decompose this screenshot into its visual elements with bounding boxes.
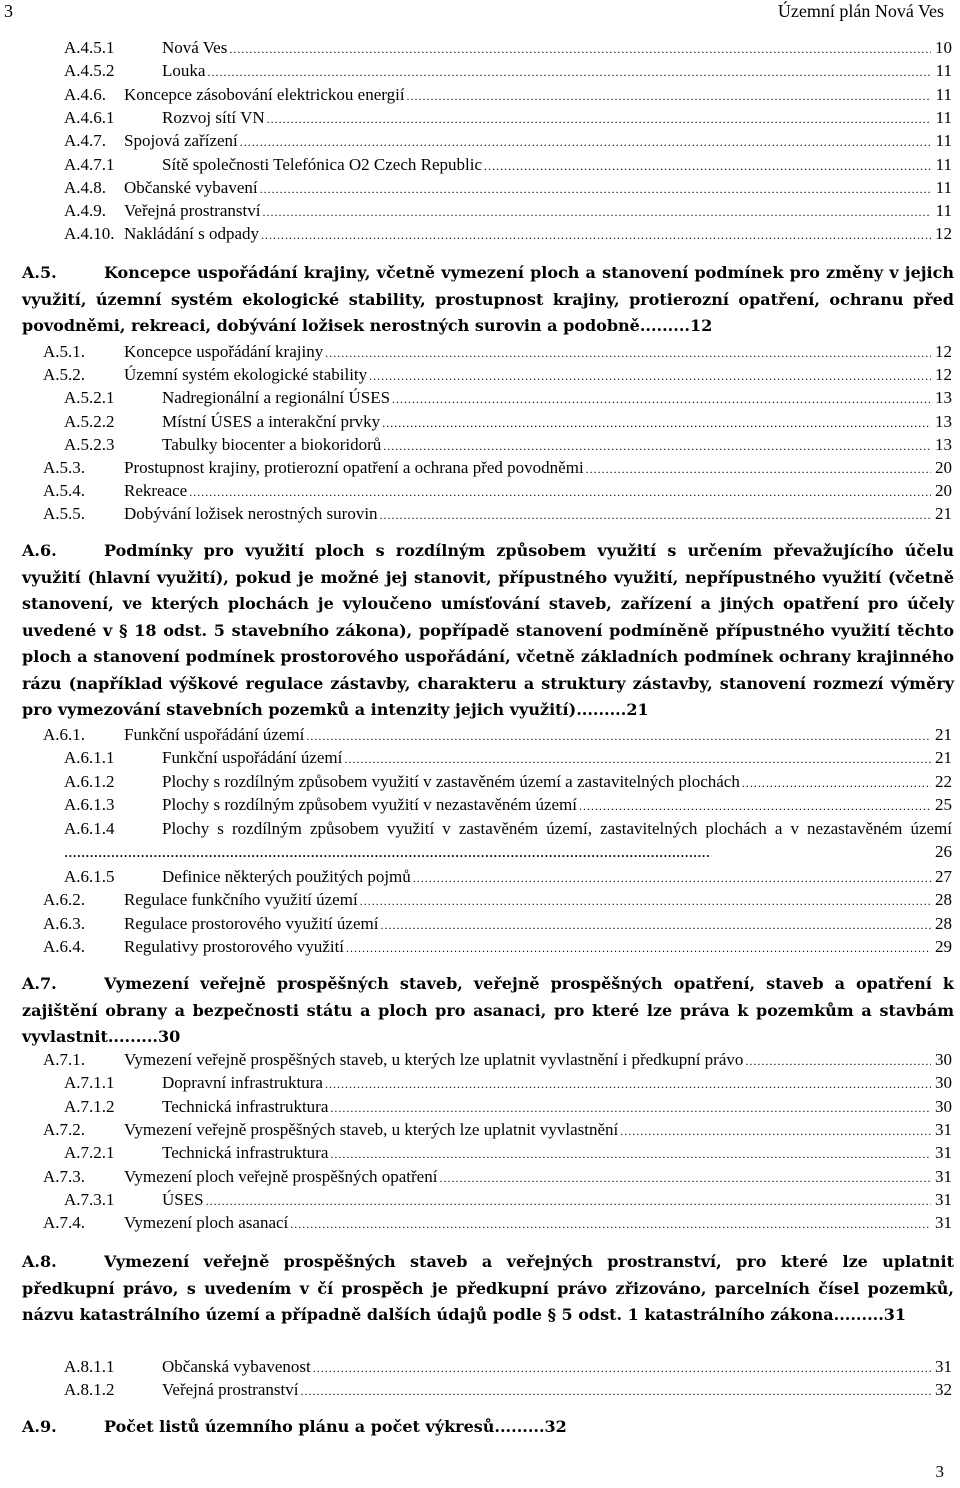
toc-leader-dots — [742, 772, 931, 795]
toc-entry[interactable] — [0, 865, 960, 888]
toc-entry[interactable] — [0, 770, 960, 793]
toc-chapter-number: A.6. — [22, 541, 57, 560]
toc-entry-title: Definice některých použitých pojmů — [162, 867, 411, 886]
toc-leader-dots — [330, 1097, 931, 1120]
toc-entry[interactable] — [0, 222, 960, 245]
toc-entry[interactable] — [0, 912, 960, 935]
toc-entry[interactable] — [0, 888, 960, 911]
toc-entry-title: Veřejná prostranství — [124, 201, 261, 221]
toc-entry-number: A.4.5.2 — [64, 61, 115, 81]
toc-entry-number: A.5.5. — [43, 504, 86, 524]
toc-leader-dots — [240, 131, 931, 154]
toc-entry-title: Dobývání ložisek nerostných surovin — [124, 504, 378, 524]
toc-entry-title: Regulace funkčního využití území — [124, 890, 358, 910]
toc-entry-page: 30 — [935, 1073, 952, 1093]
toc-entry-title: Vymezení ploch veřejně prospěšných opatření — [124, 1166, 438, 1186]
toc-leader-dots — [382, 412, 931, 435]
toc-entry-number: A.6.1.4 — [64, 819, 115, 838]
toc-entry-number: A.7.1.1 — [64, 1073, 115, 1093]
toc-entry-page: 30 — [935, 1050, 952, 1069]
toc-entry-title: Vymezení veřejně prospěšných staveb, u kterých lze uplatnit vyvlastnění — [124, 1119, 619, 1139]
toc-entry-page: 31 — [935, 1189, 952, 1209]
toc-entry[interactable] — [0, 106, 960, 129]
toc-entry-page: 21 — [935, 504, 952, 524]
document-title: Územní plán Nová Ves — [777, 1, 944, 21]
toc-entry-number: A.6.4. — [43, 936, 86, 956]
toc-entry[interactable] — [0, 386, 960, 409]
toc-entry-title: Regulace prostorového využití území — [124, 913, 379, 933]
toc-leader-dots — [306, 725, 931, 748]
toc-entry-number: A.6.1.5 — [64, 867, 115, 886]
toc-entry-title: Občanská vybavenost — [162, 1357, 311, 1376]
toc-leader-dots: ......... — [576, 700, 627, 719]
toc-entry-page: 11 — [935, 61, 952, 81]
toc-entry-number: A.6.1.3 — [64, 794, 115, 814]
toc-entry[interactable] — [0, 36, 960, 59]
toc-entry[interactable] — [0, 1118, 960, 1141]
toc-entry-page: 31 — [935, 1119, 952, 1139]
toc-leader-dots — [346, 937, 931, 960]
toc-entry-page: 31 — [935, 1357, 952, 1376]
toc-entry-page: 11 — [935, 84, 952, 104]
toc-entry[interactable] — [0, 1211, 960, 1234]
toc-chapter-number: A.8. — [22, 1252, 57, 1271]
toc-entry-page: 31 — [935, 1166, 952, 1186]
toc-entry[interactable] — [64, 817, 952, 863]
toc-entry-title: Vymezení ploch asanací — [124, 1213, 289, 1233]
toc-entry-number: A.5.2.3 — [64, 434, 115, 454]
toc-chapter-number: A.7. — [22, 974, 57, 993]
toc-entry-title: Vymezení veřejně prospěšných staveb, u kterých lze uplatnit vyvlastnění i předkupní právo — [124, 1050, 744, 1069]
toc-entry-title: Spojová zařízení — [124, 131, 238, 151]
toc-entry[interactable] — [0, 1188, 960, 1211]
toc-entry-title: ÚSES — [162, 1189, 204, 1209]
toc-leader-dots — [413, 867, 931, 890]
toc-entry-number: A.7.3. — [43, 1166, 86, 1186]
toc-leader-dots — [261, 224, 931, 247]
toc-entry-number: A.8.1.2 — [64, 1380, 115, 1400]
page-number-header: 3 — [4, 1, 13, 21]
toc-entry-page: 10 — [935, 38, 952, 57]
toc-entry[interactable] — [0, 340, 960, 363]
toc-leader-dots — [290, 1213, 931, 1236]
toc-entry-title: Koncepce uspořádání krajiny — [124, 342, 324, 361]
toc-leader-dots — [586, 458, 931, 481]
toc-entry-title: Rekreace — [124, 481, 188, 501]
toc-leader-dots — [383, 435, 931, 458]
toc-entry[interactable] — [0, 1378, 960, 1401]
toc-entry-number: A.6.1.2 — [64, 771, 115, 791]
toc-chapter-title: Vymezení veřejně prospěšných staveb a veřejných prostranství, pro které lze uplatnit předkupní právo, s uvedením v čí prospěch je předkupní právo zřizováno, parcelních čísel pozemků, názvu katastrálního území a případně dalších údajů podle § 5 odst. 1 katastrálního zákona — [22, 1252, 954, 1324]
toc-entry-title: Nakládání s odpady — [124, 224, 260, 244]
toc-entry-page: 11 — [935, 177, 952, 197]
toc-leader-dots — [392, 388, 931, 411]
toc-leader-dots — [380, 504, 931, 527]
toc-entry-page: 13 — [935, 411, 952, 431]
toc-entry[interactable] — [0, 935, 960, 958]
toc-entry[interactable] — [0, 1071, 960, 1094]
toc-chapter[interactable] — [22, 1249, 954, 1329]
toc-entry-title: Technická infrastruktura — [162, 1096, 329, 1116]
toc-entry-page: 20 — [935, 481, 952, 501]
toc-entry[interactable] — [0, 1165, 960, 1188]
toc-entry-title: Funkční uspořádání území — [162, 748, 343, 768]
toc-chapter[interactable] — [22, 538, 954, 724]
toc-entry-number: A.7.3.1 — [64, 1189, 115, 1209]
toc-entry-number: A.5.2.1 — [64, 388, 115, 408]
toc-entry-title: Plochy s rozdílným způsobem využití v zastavěném území a zastavitelných plochách — [162, 771, 740, 791]
toc-entry[interactable] — [0, 479, 960, 502]
toc-entry-page: 28 — [935, 913, 952, 933]
toc-leader-dots — [313, 1357, 931, 1380]
toc-leader-dots — [407, 85, 931, 108]
toc-leader-dots — [206, 1190, 931, 1213]
toc-entry[interactable] — [0, 363, 960, 386]
toc-entry-page: 22 — [935, 771, 952, 791]
toc-entry-title: Plochy s rozdílným způsobem využití v nezastavěném území — [162, 794, 577, 814]
toc-leader-dots: ......... — [639, 316, 690, 335]
toc-leader-dots — [207, 61, 931, 84]
toc-chapter-number: A.9. — [22, 1417, 57, 1436]
toc-entry-page: 13 — [935, 388, 952, 408]
toc-leader-dots — [229, 38, 931, 61]
toc-entry[interactable] — [0, 456, 960, 479]
toc-chapter-title: Koncepce uspořádání krajiny, včetně vymezení ploch a stanovení podmínek pro změny v jejich využití, územní systém ekologické stability, prostupnost krajiny, protierozní opatření, ochranu před povodněmi, rekreaci, dobývání ložisek nerostných surovin a podobně — [22, 263, 954, 335]
toc-entry[interactable] — [0, 793, 960, 816]
toc-entry-title: Prostupnost krajiny, protierozní opatření a ochrana před povodněmi — [124, 458, 584, 477]
toc-chapter[interactable] — [22, 260, 954, 340]
toc-entry-title: Louka — [162, 61, 206, 81]
toc-leader-dots — [300, 1380, 931, 1403]
toc-entry-title: Koncepce zásobování elektrickou energií — [124, 84, 405, 104]
toc-leader-dots — [579, 795, 931, 818]
toc-entry[interactable] — [0, 83, 960, 106]
toc-entry[interactable] — [0, 1141, 960, 1164]
toc-leader-dots — [267, 108, 931, 131]
toc-entry-number: A.5.2. — [43, 365, 86, 385]
toc-chapter-page: 30 — [157, 1027, 181, 1046]
toc-leader-dots: ........................................................................................................................................................ — [64, 842, 710, 861]
toc-entry-page: 12 — [935, 342, 952, 361]
toc-entry-page: 29 — [935, 936, 952, 956]
toc-entry[interactable] — [0, 433, 960, 456]
toc-entry-title: Sítě společnosti Telefónica O2 Czech Republic — [162, 154, 482, 174]
toc-entry-page: 13 — [935, 434, 952, 454]
toc-entry[interactable] — [0, 129, 960, 152]
toc-chapter-title: Vymezení veřejně prospěšných staveb, veřejně prospěšných opatření, staveb a opatření k zajištění obrany a bezpečnosti státu a ploch pro asanaci, pro které lze práva k pozemkům a stavbám vyvlastnit — [22, 974, 954, 1046]
toc-entry-number: A.4.5.1 — [64, 38, 115, 57]
toc-leader-dots — [439, 1167, 931, 1190]
toc-entry-number: A.5.2.2 — [64, 411, 115, 431]
toc-entry-title: Veřejná prostranství — [162, 1380, 299, 1400]
toc-entry-number: A.4.8. — [64, 177, 107, 197]
toc-chapter-title: Podmínky pro využití ploch s rozdílným způsobem využití s určením převažujícího účelu využití (hlavní využití), pokud je možné jej stanovit, přípustného využití, nepřípustného využití (včetně stanovení, ve kterých plochách je vyloučeno umísťování staveb, zařízení a jiných opatření pro účely uvedené v § 18 odst. 5 stavebního zákona), popřípadě stanovení podmíněně přípustného využití těchto ploch a stanovení podmínek prostorového uspořádání, včetně základních podmínek ochrany krajinného rázu (například výškové regulace zástavby, charakteru a struktury zástavby, stanovení rozmezí výměry pro vymezování stavebních pozemků a intenzity jejich využití) — [22, 541, 954, 719]
toc-chapter-number: A.5. — [22, 263, 57, 282]
toc-entry[interactable] — [0, 1355, 960, 1378]
toc-entry-number: A.5.4. — [43, 481, 86, 501]
toc-entry[interactable] — [0, 746, 960, 769]
toc-leader-dots — [484, 155, 931, 178]
toc-entry-number: A.5.1. — [43, 342, 86, 361]
toc-entry-number: A.6.2. — [43, 890, 86, 910]
toc-entry-page: 11 — [935, 201, 952, 221]
toc-entry-number: A.4.10. — [64, 224, 115, 244]
toc-entry[interactable] — [0, 176, 960, 199]
toc-entry-title: Regulativy prostorového využití — [124, 936, 345, 956]
toc-entry[interactable] — [0, 1048, 960, 1071]
toc-chapter[interactable] — [22, 1414, 954, 1441]
toc-entry-number: A.7.4. — [43, 1213, 86, 1233]
toc-entry-title: Nová Ves — [162, 38, 228, 57]
toc-leader-dots — [344, 748, 931, 771]
toc-entry[interactable] — [0, 502, 960, 525]
toc-entry-page: 11 — [935, 131, 952, 151]
toc-entry-page: 30 — [935, 1096, 952, 1116]
toc-entry-title: Technická infrastruktura — [162, 1143, 329, 1163]
toc-entry-page: 21 — [935, 725, 952, 744]
toc-entry-page: 27 — [935, 867, 952, 886]
toc-entry-page: 25 — [935, 794, 952, 814]
toc-entry-number: A.4.6. — [64, 84, 107, 104]
toc-chapter-title: Počet listů územního plánu a počet výkresů — [104, 1417, 495, 1436]
toc-entry-page: 20 — [935, 458, 952, 477]
toc-entry-page: 21 — [935, 748, 952, 768]
toc-entry-title: Rozvoj sítí VN — [162, 107, 265, 127]
toc-entry-page: 12 — [935, 365, 952, 385]
toc-entry-title: Plochy s rozdílným způsobem využití v zastavěném území, zastavitelných plochách a v nezastavěném území — [162, 819, 952, 838]
toc-entry-page: 11 — [935, 154, 952, 174]
toc-entry-number: A.5.3. — [43, 458, 86, 477]
toc-entry[interactable] — [0, 1095, 960, 1118]
toc-entry-number: A.7.2. — [43, 1119, 86, 1139]
toc-entry-title: Nadregionální a regionální ÚSES — [162, 388, 391, 408]
toc-entry-number: A.6.3. — [43, 913, 86, 933]
toc-leader-dots — [325, 342, 931, 365]
toc-entry-page: 12 — [935, 224, 952, 244]
page-number-footer: 3 — [935, 1462, 944, 1481]
toc-leader-dots — [262, 201, 931, 224]
toc-entry-number: A.4.6.1 — [64, 107, 115, 127]
toc-entry-number: A.7.1. — [43, 1050, 86, 1069]
toc-leader-dots — [620, 1120, 931, 1143]
toc-entry-title: Tabulky biocenter a biokoridorů — [162, 434, 382, 454]
toc-leader-dots — [360, 890, 931, 913]
toc-entry-number: A.7.1.2 — [64, 1096, 115, 1116]
toc-leader-dots — [380, 914, 931, 937]
toc-entry-title: Dopravní infrastruktura — [162, 1073, 323, 1093]
toc-chapter-page: 31 — [883, 1305, 907, 1324]
toc-entry-number: A.4.7. — [64, 131, 107, 151]
toc-leader-dots: ......... — [833, 1305, 884, 1324]
toc-entry-title: Územní systém ekologické stability — [124, 365, 368, 385]
toc-chapter-page: 32 — [544, 1417, 567, 1436]
toc-entry-number: A.7.2.1 — [64, 1143, 115, 1163]
toc-entry-title: Občanské vybavení — [124, 177, 258, 197]
toc-chapter-page: 12 — [689, 316, 713, 335]
toc-entry-page: 28 — [935, 890, 952, 910]
toc-leader-dots — [745, 1050, 931, 1073]
toc-entry[interactable] — [0, 723, 960, 746]
toc-leader-dots — [325, 1073, 931, 1096]
toc-leader-dots — [369, 365, 931, 388]
toc-entry-number: A.6.1. — [43, 725, 86, 744]
toc-entry[interactable] — [0, 410, 960, 433]
toc-chapter-page: 21 — [626, 700, 649, 719]
toc-entry-number: A.4.9. — [64, 201, 107, 221]
toc-entry[interactable] — [0, 59, 960, 82]
toc-entry[interactable] — [0, 199, 960, 222]
toc-entry-page: 32 — [935, 1380, 952, 1400]
toc-entry-number: A.4.7.1 — [64, 154, 115, 174]
toc-entry-number: A.8.1.1 — [64, 1357, 115, 1376]
toc-entry-page: 11 — [935, 107, 952, 127]
toc-entry-page: 31 — [935, 1213, 952, 1233]
toc-leader-dots: ......... — [107, 1027, 158, 1046]
toc-entry-page: 26 — [935, 842, 952, 861]
toc-chapter[interactable] — [22, 971, 954, 1051]
toc-entry[interactable] — [0, 153, 960, 176]
toc-leader-dots — [260, 178, 931, 201]
toc-entry-title: Funkční uspořádání území — [124, 725, 305, 744]
toc-leader-dots: ......... — [494, 1417, 545, 1436]
toc-entry-page: 31 — [935, 1143, 952, 1163]
toc-entry-number: A.6.1.1 — [64, 748, 115, 768]
toc-leader-dots — [189, 481, 931, 504]
toc-entry-title: Místní ÚSES a interakční prvky — [162, 411, 381, 431]
toc-leader-dots — [330, 1143, 931, 1166]
